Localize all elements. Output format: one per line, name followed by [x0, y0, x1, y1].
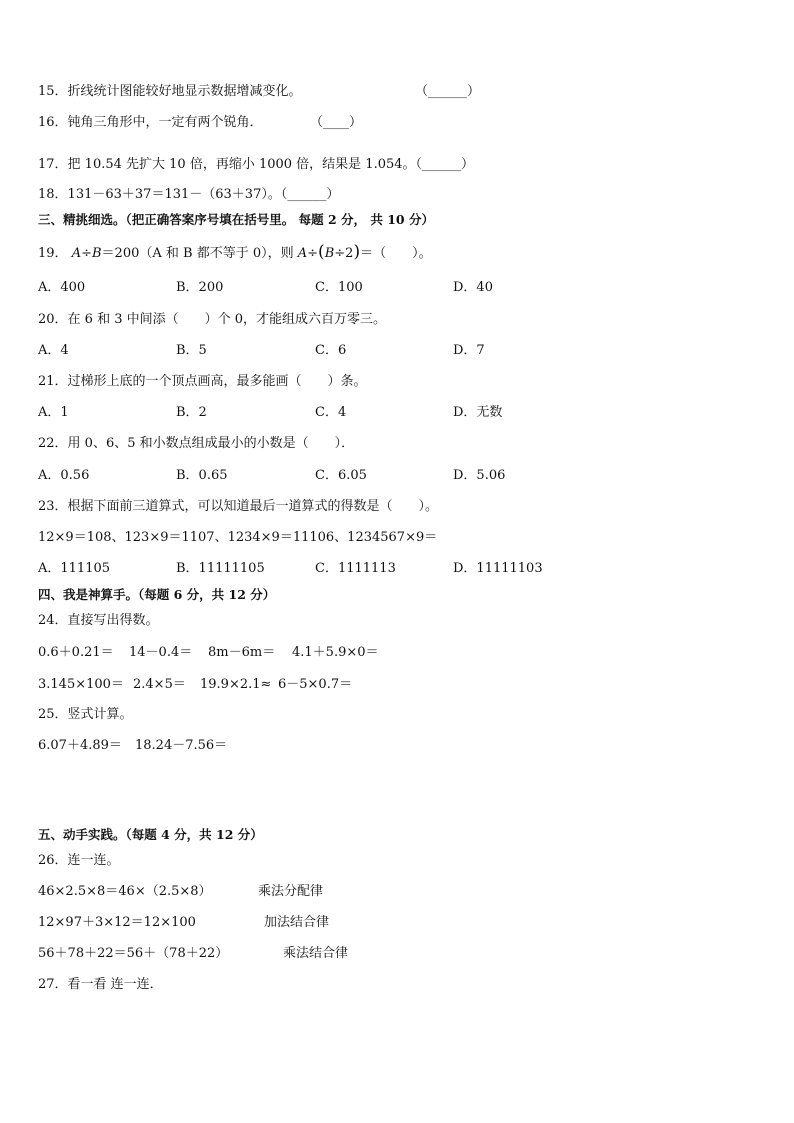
question-22: 22．用 0、6、5 和小数点组成最小的小数是（ ）． [38, 436, 355, 451]
divide-sign: ÷ [307, 246, 319, 261]
variable-b: B [324, 246, 335, 261]
q20-option-b: B．5 [176, 343, 207, 358]
question-15-text: 15．折线统计图能较好地显示数据增减变化。 [38, 84, 302, 99]
q22-option-b: B．0.65 [176, 468, 228, 483]
question-26: 26．连一连。 [38, 853, 120, 868]
q26-right-item-1: 乘法分配律 [258, 884, 324, 899]
q24-item-8: 6－5×0.7＝ [278, 677, 353, 692]
section-3-heading: 三、精挑细选。（把正确答案序号填在括号里。 每题 2 分， 共 10 分） [38, 212, 434, 227]
q24-item-5: 3.145×100＝ [38, 677, 124, 692]
question-20: 20．在 6 和 3 中间添（ ）个 0，才能组成六百万零三。 [38, 312, 387, 327]
question-19-condition: ＝200（A 和 B 都不等于 0），则 [101, 246, 294, 261]
question-19-tail: ＝（ ）。 [360, 246, 432, 261]
q19-option-c: C．100 [315, 280, 363, 295]
q24-item-7: 19.9×2.1≈ [200, 677, 272, 692]
q23-option-c: C．1111113 [315, 561, 396, 576]
q19-option-b: B．200 [176, 280, 224, 295]
question-15 [38, 83, 302, 101]
q21-option-d: D．无数 [453, 405, 503, 420]
q25-item-1: 6.07＋4.89＝ [38, 738, 122, 753]
question-23-formula: 12×9＝108、123×9＝1107、1234×9＝11106、1234567×9＝ [38, 530, 438, 545]
q26-left-item-2: 12×97＋3×12＝12×100 [38, 915, 196, 930]
divide-sign: ÷ [81, 246, 92, 261]
q21-option-b: B．2 [176, 405, 207, 420]
q24-item-6: 2.4×5＝ [133, 677, 186, 692]
q20-option-c: C．6 [315, 343, 347, 358]
q19-option-d: D．40 [453, 280, 493, 295]
variable-a: A [297, 246, 308, 261]
q24-item-2: 14－0.4＝ [129, 645, 193, 660]
question-16 [38, 114, 263, 132]
q25-item-2: 18.24－7.56＝ [135, 738, 228, 753]
question-18: 18．131－63＋37＝131－（63＋37）。（______） [38, 187, 340, 202]
divide-sign: ÷ [334, 246, 346, 261]
q22-option-d: D．5.06 [453, 468, 506, 483]
q26-left-item-1: 46×2.5×8＝46×（2.5×8） [38, 884, 212, 899]
q23-option-d: D．11111103 [453, 561, 543, 576]
q24-item-4: 4.1＋5.9×0＝ [292, 645, 379, 660]
question-17: 17．把 10.54 先扩大 10 倍，再缩小 1000 倍，结果是 1.054。（______） [38, 157, 475, 172]
q21-option-c: C．4 [315, 405, 347, 420]
q23-option-b: B．11111105 [176, 561, 265, 576]
q26-right-item-3: 乘法结合律 [283, 946, 349, 961]
question-15-answer-blank: （______） [415, 84, 481, 99]
section-4-heading: 四、我是神算手。（每题 6 分，共 12 分） [38, 587, 276, 602]
q24-item-1: 0.6＋0.21＝ [38, 645, 114, 660]
q20-option-a: A．4 [38, 343, 69, 358]
q22-option-a: A．0.56 [38, 468, 90, 483]
q26-left-item-3: 56＋78＋22＝56＋（78＋22） [38, 946, 229, 961]
question-25: 25．竖式计算。 [38, 707, 133, 722]
question-24: 24．直接写出得数。 [38, 613, 159, 628]
variable-a: A [71, 246, 82, 261]
question-19-number: 19． [38, 246, 68, 261]
question-16-text: 16．钝角三角形中，一定有两个锐角． [38, 115, 263, 130]
variable-b: B [91, 246, 102, 261]
q20-option-d: D．7 [453, 343, 485, 358]
question-27: 27．看一看 连一连． [38, 977, 163, 992]
q24-item-3: 8m－6m＝ [208, 645, 276, 660]
q19-option-a: A．400 [38, 280, 86, 295]
question-21: 21．过梯形上底的一个顶点画高，最多能画（ ）条。 [38, 374, 367, 389]
q22-option-c: C．6.05 [315, 468, 367, 483]
q23-option-a: A．111105 [38, 561, 111, 576]
section-5-heading: 五、动手实践。（每题 4 分，共 12 分） [38, 827, 263, 842]
question-19: 19． A÷B＝200（A 和 B 都不等于 0），则 A÷(B÷2)＝（ ）。 [38, 242, 432, 262]
question-23: 23．根据下面前三道算式，可以知道最后一道算式的得数是（ ）。 [38, 499, 439, 514]
question-16-answer-blank: （____） [310, 115, 363, 130]
q21-option-a: A．1 [38, 405, 69, 420]
q26-right-item-2: 加法结合律 [264, 915, 330, 930]
